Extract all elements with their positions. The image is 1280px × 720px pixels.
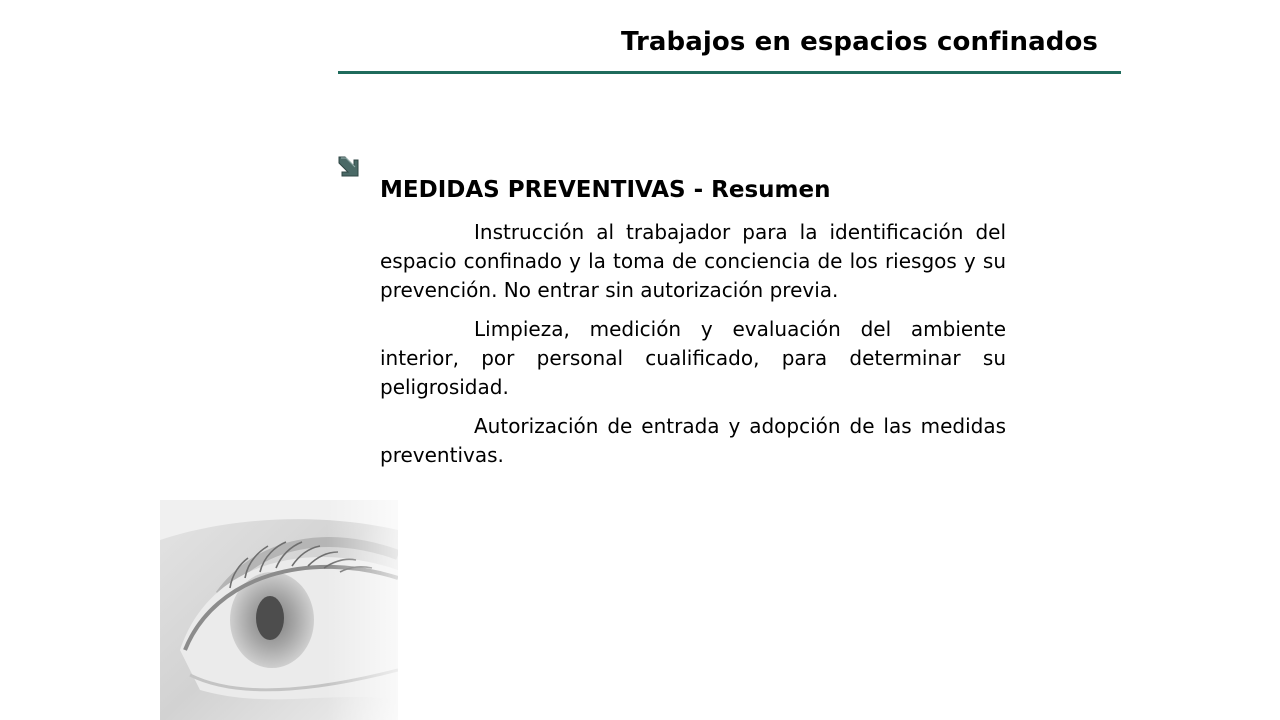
- preventive-measures-section: [380, 174, 1006, 470]
- slide-title: Trabajos en espacios confinados: [621, 27, 1098, 57]
- eye-photo: [160, 500, 398, 720]
- paragraph-authorization: Autorización de entrada y adopción de las medidas preventivas.: [380, 414, 1006, 467]
- paragraph-instruction: Instrucción al trabajador para la identificación del espacio confinado y la toma de conciencia de los riesgos y su prevención. No entrar sin autorización previa.: [380, 220, 1006, 302]
- paragraph-cleaning: Limpieza, medición y evaluación del ambiente interior, por personal cualificado, para determinar su peligrosidad.: [380, 317, 1006, 399]
- section-heading: MEDIDAS PREVENTIVAS - Resumen: [380, 177, 831, 203]
- arrow-down-right-icon: [336, 154, 360, 178]
- title-underline: [338, 71, 1121, 74]
